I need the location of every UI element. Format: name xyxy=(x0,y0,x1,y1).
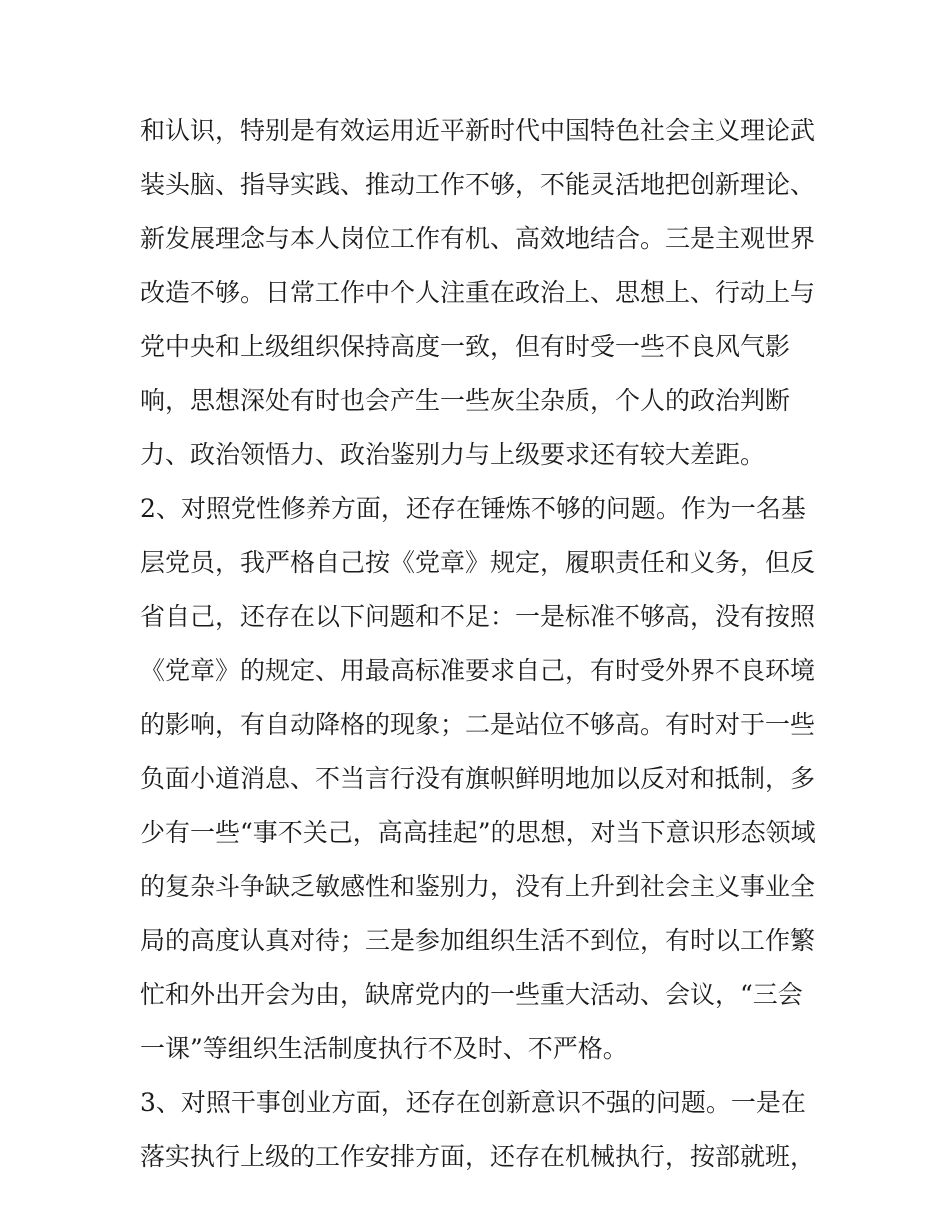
text-line: 党中央和上级组织保持高度一致，但有时受一些不良风气影 xyxy=(140,332,791,361)
body-text xyxy=(140,104,820,1184)
text-line: 力、政治领悟力、政治鉴别力与上级要求还有较大差距。 xyxy=(140,440,766,469)
text-line: 层党员，我严格自己按《党章》规定，履职责任和义务，但反 xyxy=(140,548,816,577)
text-line: 响，思想深处有时也会产生一些灰尘杂质，个人的政治判断 xyxy=(140,386,791,415)
text-line: 落实执行上级的工作安排方面，还存在机械执行，按部就班， xyxy=(140,1142,816,1171)
text-line: 3、对照干事创业方面，还存在创新意识不强的问题。一是在 xyxy=(140,1088,806,1117)
text-line: 一课”等组织生活制度执行不及时、不严格。 xyxy=(140,1034,628,1063)
text-line: 省自己，还存在以下问题和不足：一是标准不够高，没有按照 xyxy=(140,602,816,631)
text-line: 负面小道消息、不当言行没有旗帜鲜明地加以反对和抵制，多 xyxy=(140,764,816,793)
text-line: 少有一些“事不关己，高高挂起”的思想，对当下意识形态领域 xyxy=(140,818,816,847)
text-line: 和认识，特别是有效运用近平新时代中国特色社会主义理论武 xyxy=(140,116,816,145)
text-line: 2、对照党性修养方面，还存在锤炼不够的问题。作为一名基 xyxy=(140,494,806,523)
text-line: 的复杂斗争缺乏敏感性和鉴别力，没有上升到社会主义事业全 xyxy=(140,872,816,901)
text-line: 忙和外出开会为由，缺席党内的一些重大活动、会议，“三会 xyxy=(140,980,803,1009)
text-line: 的影响，有自动降格的现象；二是站位不够高。有时对于一些 xyxy=(140,710,816,739)
text-line: 《党章》的规定、用最高标准要求自己，有时受外界不良环境 xyxy=(140,656,816,685)
text-line: 局的高度认真对待；三是参加组织生活不到位，有时以工作繁 xyxy=(140,926,816,955)
text-line: 装头脑、指导实践、推动工作不够，不能灵活地把创新理论、 xyxy=(140,170,816,199)
text-line: 新发展理念与本人岗位工作有机、高效地结合。三是主观世界 xyxy=(140,224,816,253)
text-line: 改造不够。日常工作中个人注重在政治上、思想上、行动上与 xyxy=(140,278,816,307)
